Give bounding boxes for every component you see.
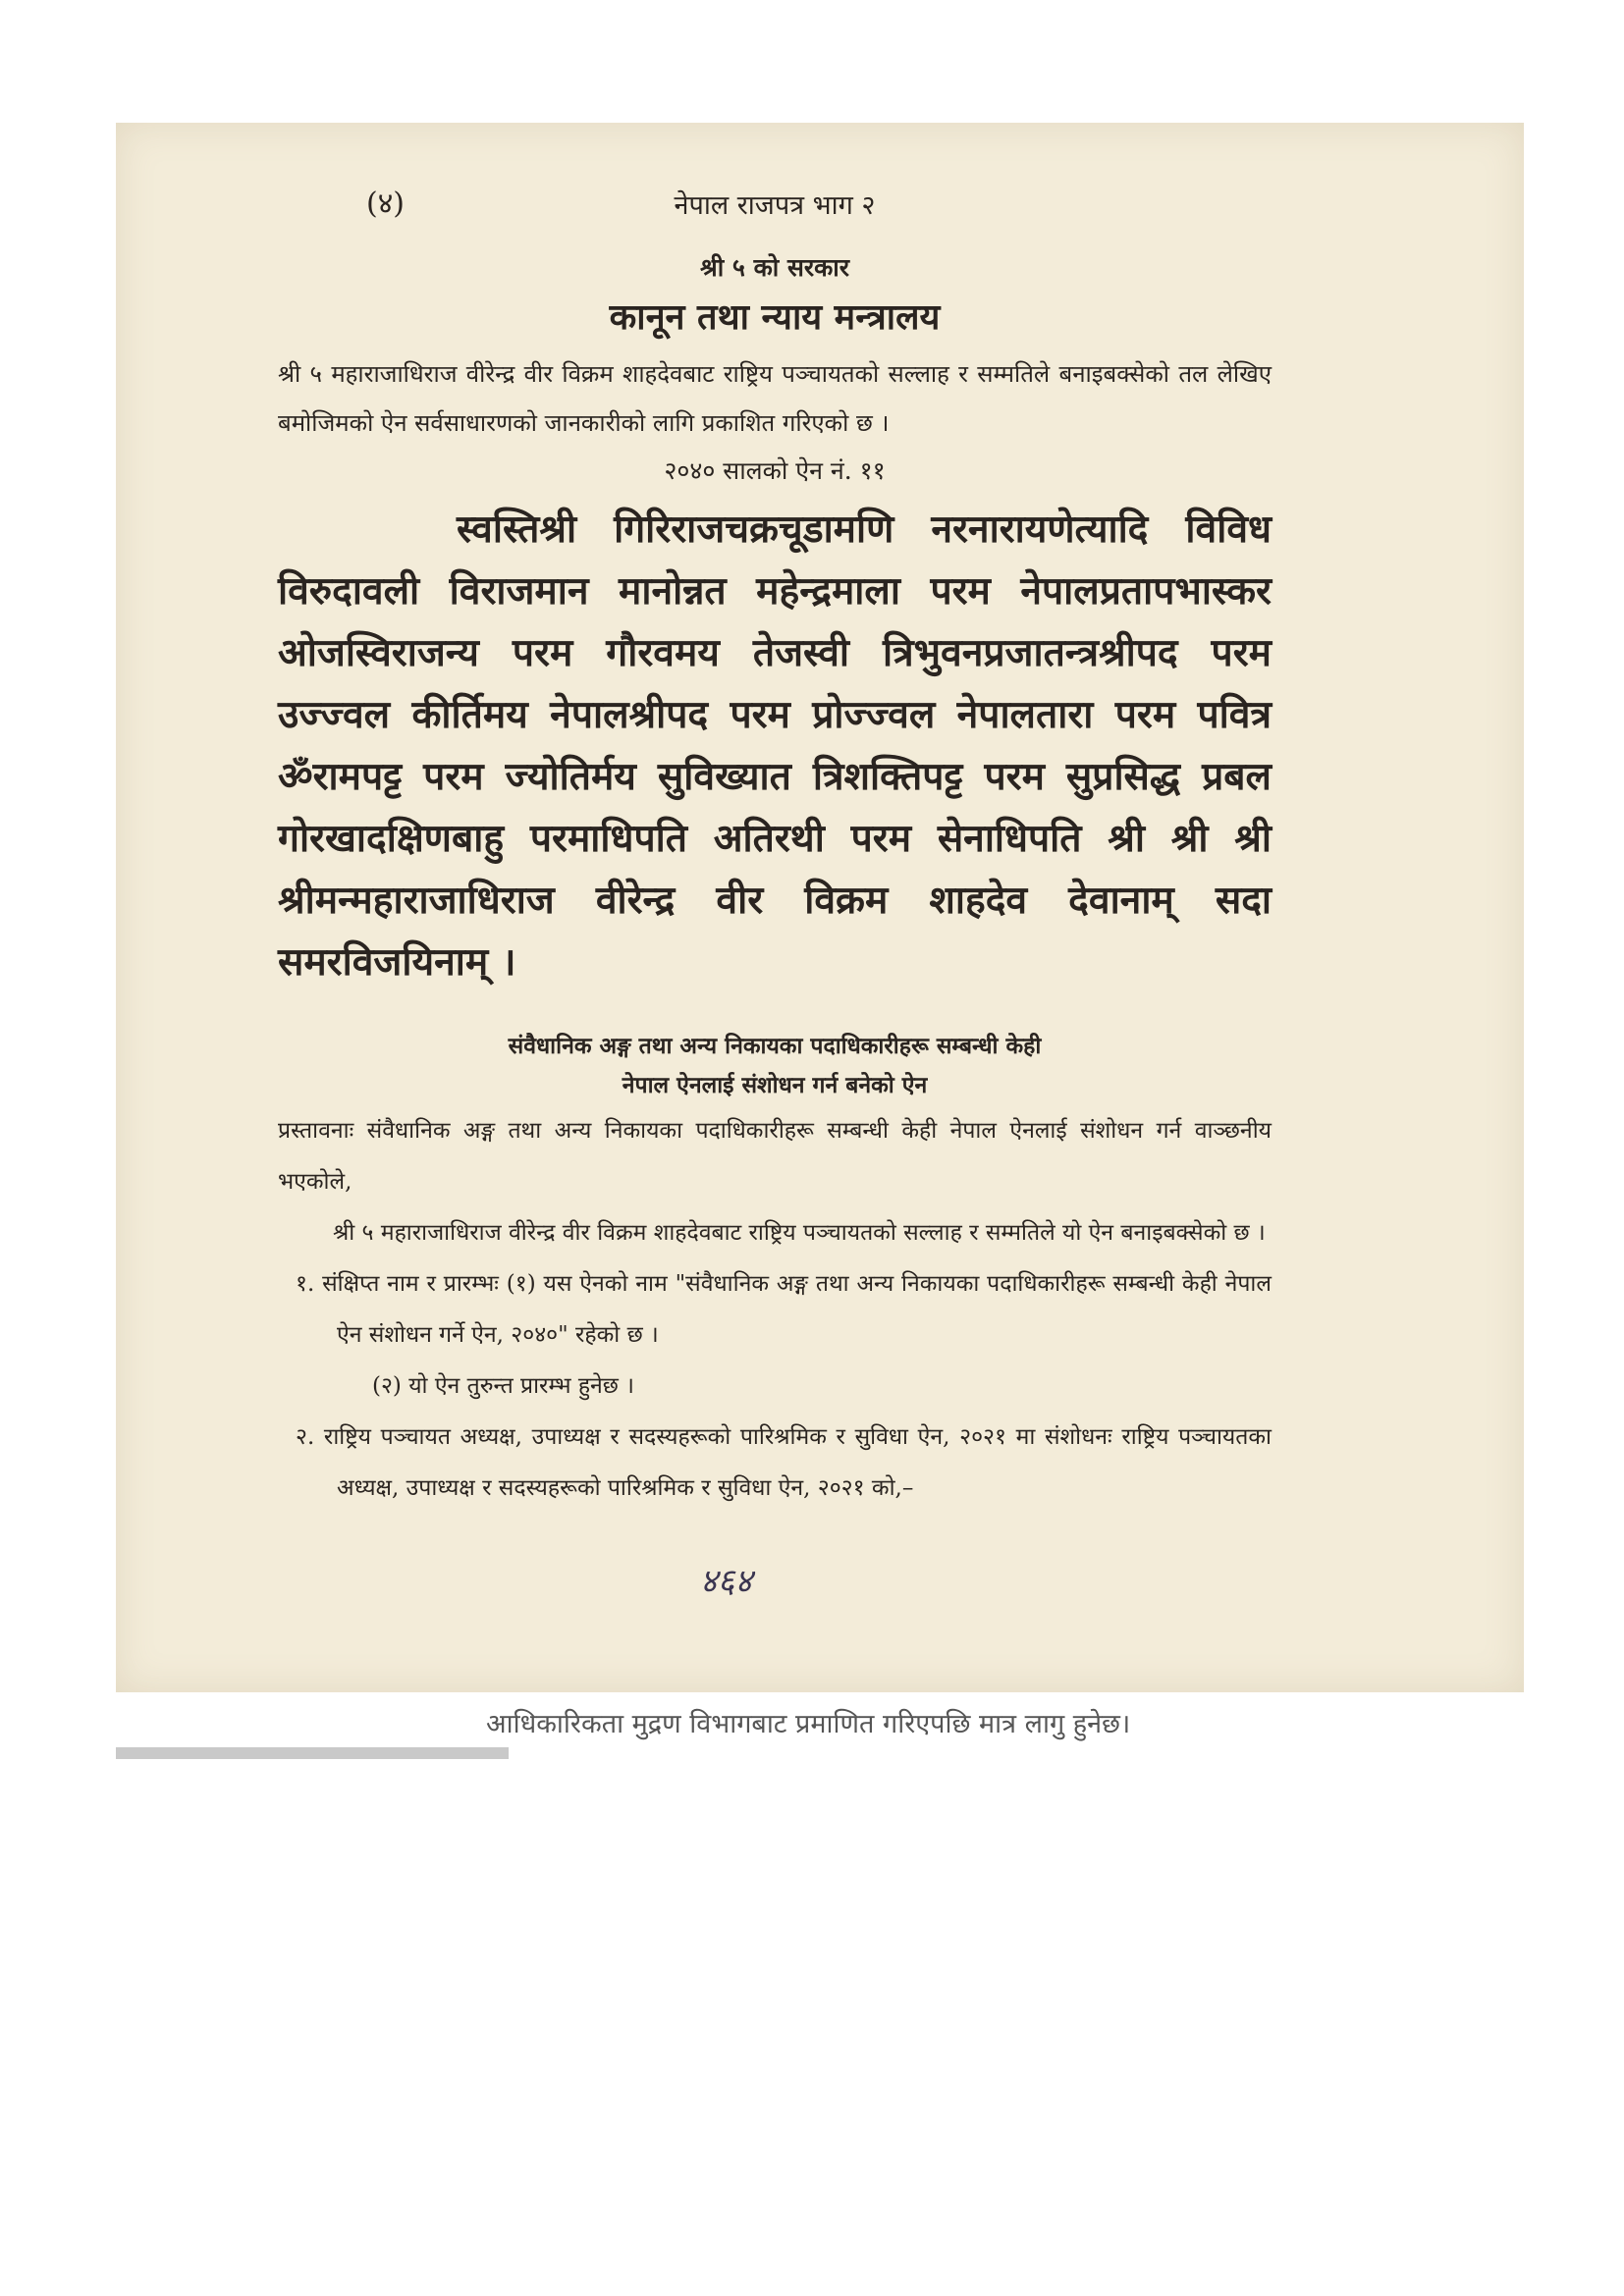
act-number: २०४० सालको ऐन नं. ११ [664, 456, 886, 485]
section-2: २. राष्ट्रिय पञ्चायत अध्यक्ष, उपाध्यक्ष र सदस्यहरूको पारिश्रमिक र सुविधा ऐन, २०२१ मा संशोधनः राष्ट्रिय पञ्चायतका अध्यक्ष, उपाध्यक्ष र सदस्यहरूको पारिश्रमिक र सुविधा ऐन, २०२१ को,– [296, 1424, 1272, 1501]
page-number: (४) [366, 187, 406, 221]
scan-edge-bar [116, 1747, 509, 1759]
page-content [278, 182, 1272, 1602]
act-body [278, 1105, 1272, 1514]
intro-paragraph: श्री ५ महाराजाधिराज वीरेन्द्र वीर विक्रम शाहदेवबाट राष्ट्रिय पञ्चायतको सल्लाह र सम्मतिले बनाइबक्सेको तल लेखिए बमोजिमको ऐन सर्वसाधारणको जानकारीको लागि प्रकाशित गरिएको छ । [278, 360, 1272, 437]
act-subtitle-line-1: संवैधानिक अङ्ग तथा अन्य निकायका पदाधिकारीहरू सम्बन्धी केही [508, 1033, 1042, 1059]
authenticity-footer: आधिकारिकता मुद्रण विभागबाट प्रमाणित गरिएपछि मात्र लागु हुनेछ। [486, 1709, 1131, 1739]
section-1: १. संक्षिप्त नाम र प्रारम्भः (१) यस ऐनको नाम "संवैधानिक अङ्ग तथा अन्य निकायका पदाधिकारीहरू सम्बन्धी केही नेपाल ऐन संशोधन गर्ने ऐन, २०४०" रहेको छ । [296, 1271, 1272, 1348]
page-header [278, 182, 1272, 229]
ministry-heading: कानून तथा न्याय मन्त्रालय [609, 296, 941, 338]
folio-number: ४६४ [700, 1562, 753, 1601]
act-subtitle-line-2: नेपाल ऐनलाई संशोधन गर्न बनेको ऐन [622, 1072, 928, 1098]
government-heading: श्री ५ को सरकार [700, 253, 849, 282]
preamble-clause: प्रस्तावनाः संवैधानिक अङ्ग तथा अन्य निकायका पदाधिकारीहरू सम्बन्धी केही नेपाल ऐनलाई संशोधन गर्न वाञ्छनीय भएकोले, [278, 1118, 1272, 1195]
royal-preamble: स्वस्तिश्री गिरिराजचक्रचूडामणि नरनारायणेत्यादि विविध विरुदावली विराजमान मानोन्नत महेन्द्रमाला परम नेपालप्रतापभास्कर ओजस्विराजन्य परम गौरवमय तेजस्वी त्रिभुवनप्रजातन्त्रश्रीपद परम उज्ज्वल कीर्तिमय नेपालश्रीपद परम प्रोज्ज्वल नेपालतारा परम पवित्र ॐरामपट्ट परम ज्योतिर्मय सुविख्यात त्रिशक्तिपट्ट परम सुप्रसिद्ध प्रबल गोरखादक्षिणबाहु परमाधिपति अतिरथी परम सेनाधिपति श्री श्री श्री श्रीमन्महाराजाधिराज वीरेन्द्र वीर विक्रम शाहदेव देवानाम् सदा समरविजयिनाम् । [278, 507, 1272, 985]
gazette-title: नेपाल राजपत्र भाग २ [674, 190, 876, 221]
enactment-clause: श्री ५ महाराजाधिराज वीरेन्द्र वीर विक्रम शाहदेवबाट राष्ट्रिय पञ्चायतको सल्लाह र सम्मतिले यो ऐन बनाइबक्सेको छ । [333, 1220, 1266, 1246]
gazette-page [116, 123, 1524, 1692]
section-1-subclause-2: (२) यो ऐन तुरुन्त प्रारम्भ हुनेछ । [372, 1373, 634, 1399]
act-subtitle [278, 1027, 1272, 1105]
